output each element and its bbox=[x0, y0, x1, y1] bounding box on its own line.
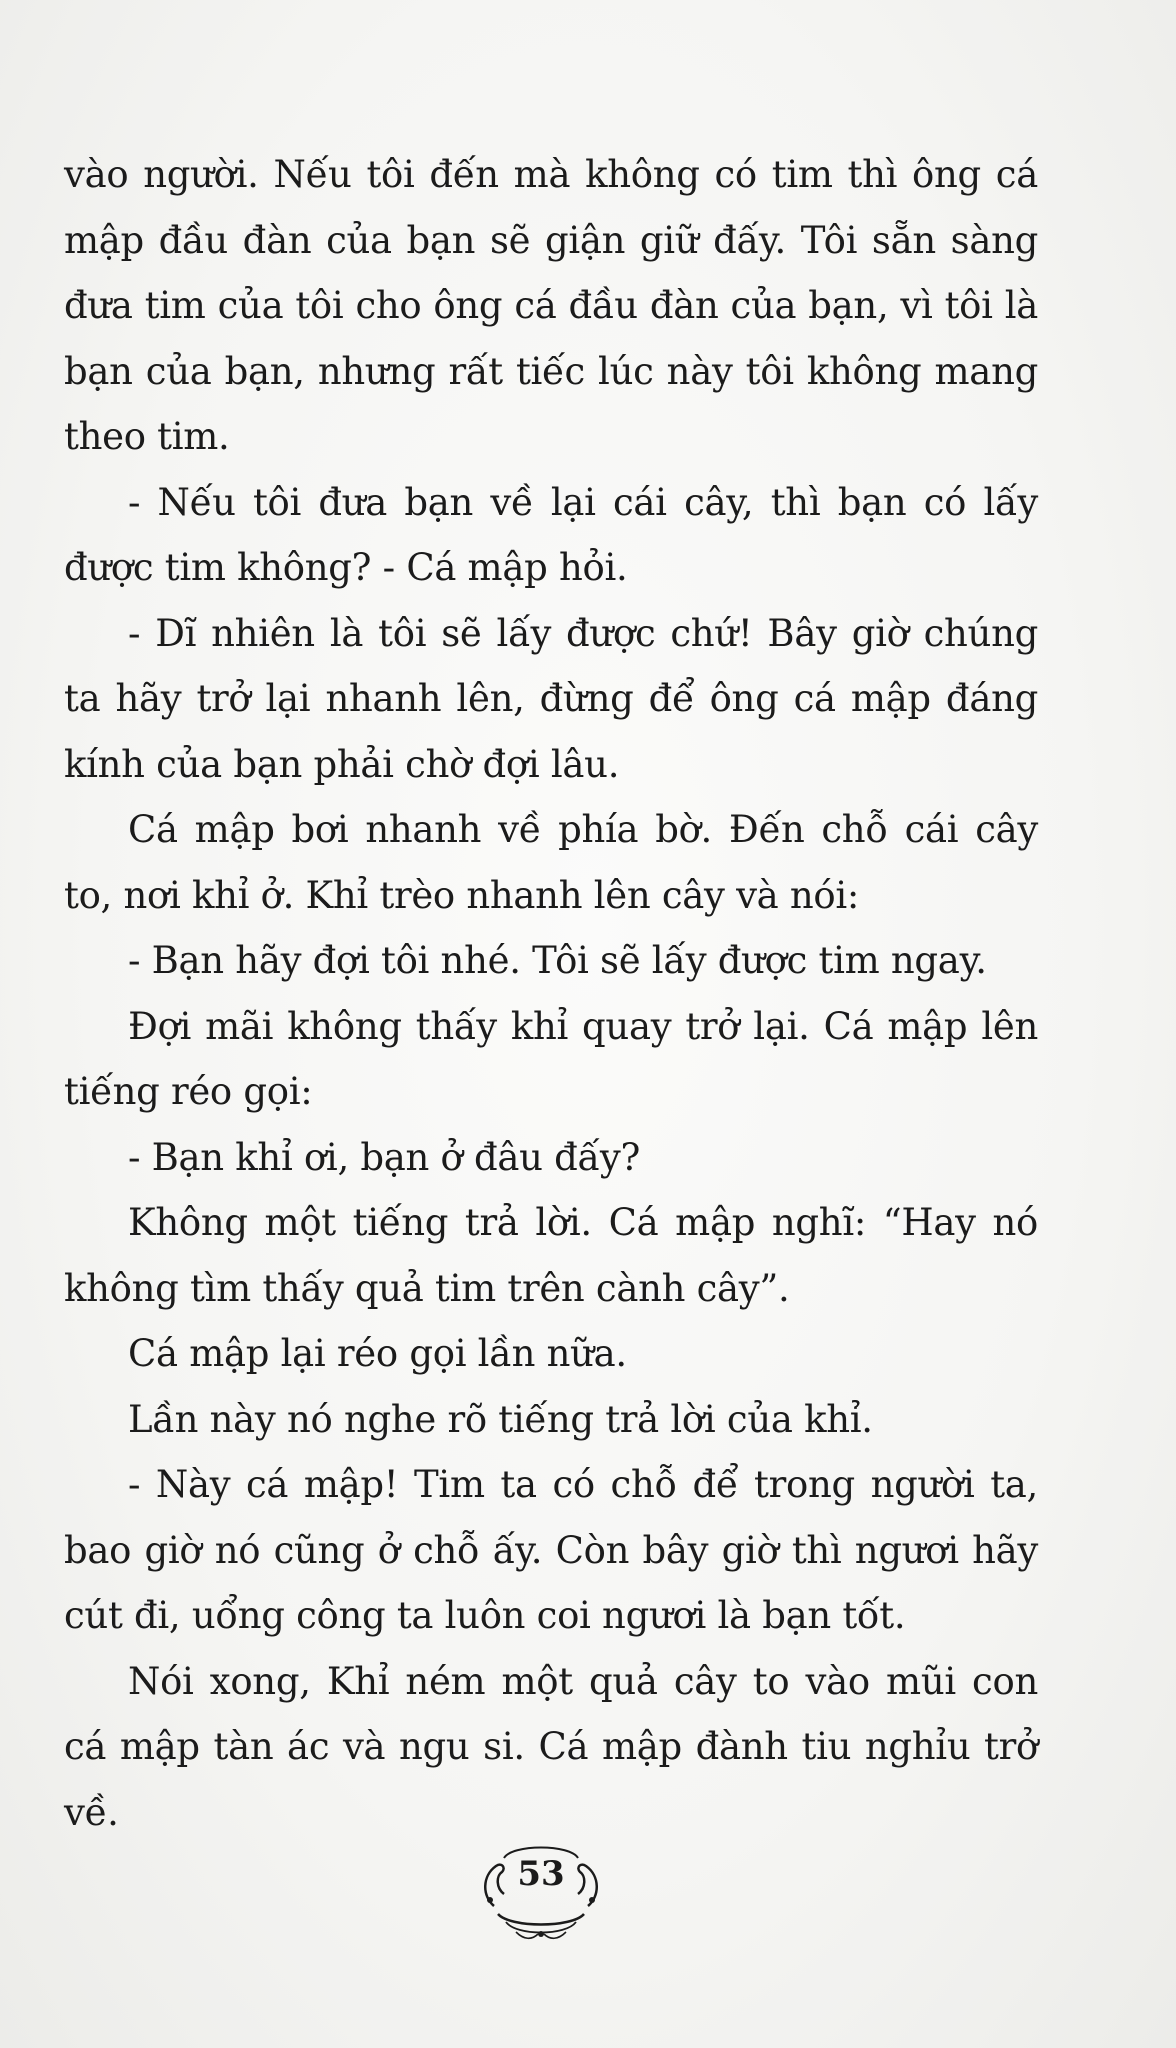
page-number-ornament bbox=[476, 1836, 606, 1946]
paragraph: Cá mập bơi nhanh về phía bờ. Đến chỗ cái cây to, nơi khỉ ở. Khỉ trèo nhanh lên cây và nói: bbox=[64, 808, 1038, 917]
body-text bbox=[64, 142, 1038, 1845]
paragraph: Lần này nó nghe rõ tiếng trả lời của khỉ. bbox=[128, 1397, 873, 1441]
paragraph: vào người. Nếu tôi đến mà không có tim thì ông cá mập đầu đàn của bạn sẽ giận giữ đấy. Tôi sẵn sàng đưa tim của tôi cho ông cá đầu đàn của bạn, vì tôi là bạn của bạn, nhưng rất tiếc lúc này tôi không mang theo tim. bbox=[64, 153, 1038, 458]
page-number: 53 bbox=[517, 1854, 565, 1894]
paragraph: - Này cá mập! Tim ta có chỗ để trong người ta, bao giờ nó cũng ở chỗ ấy. Còn bây giờ thì ngươi hãy cút đi, uổng công ta luôn coi ngươi là bạn tốt. bbox=[64, 1463, 1038, 1637]
paragraph: Nói xong, Khỉ ném một quả cây to vào mũi con cá mập tàn ác và ngu si. Cá mập đành tiu nghỉu trở về. bbox=[64, 1659, 1038, 1834]
paragraph: Không một tiếng trả lời. Cá mập nghĩ: “Hay nó không tìm thấy quả tim trên cành cây”. bbox=[64, 1201, 1038, 1310]
paragraph: - Dĩ nhiên là tôi sẽ lấy được chứ! Bây giờ chúng ta hãy trở lại nhanh lên, đừng để ông cá mập đáng kính của bạn phải chờ đợi lâu. bbox=[64, 611, 1038, 786]
paragraph: - Bạn khỉ ơi, bạn ở đâu đấy? bbox=[128, 1135, 640, 1179]
paragraph: Đợi mãi không thấy khỉ quay trở lại. Cá mập lên tiếng réo gọi: bbox=[64, 1004, 1038, 1113]
paragraph: Cá mập lại réo gọi lần nữa. bbox=[128, 1332, 627, 1375]
paragraph: - Bạn hãy đợi tôi nhé. Tôi sẽ lấy được tim ngay. bbox=[128, 939, 987, 982]
paragraph: - Nếu tôi đưa bạn về lại cái cây, thì bạn có lấy được tim không? - Cá mập hỏi. bbox=[64, 480, 1038, 589]
